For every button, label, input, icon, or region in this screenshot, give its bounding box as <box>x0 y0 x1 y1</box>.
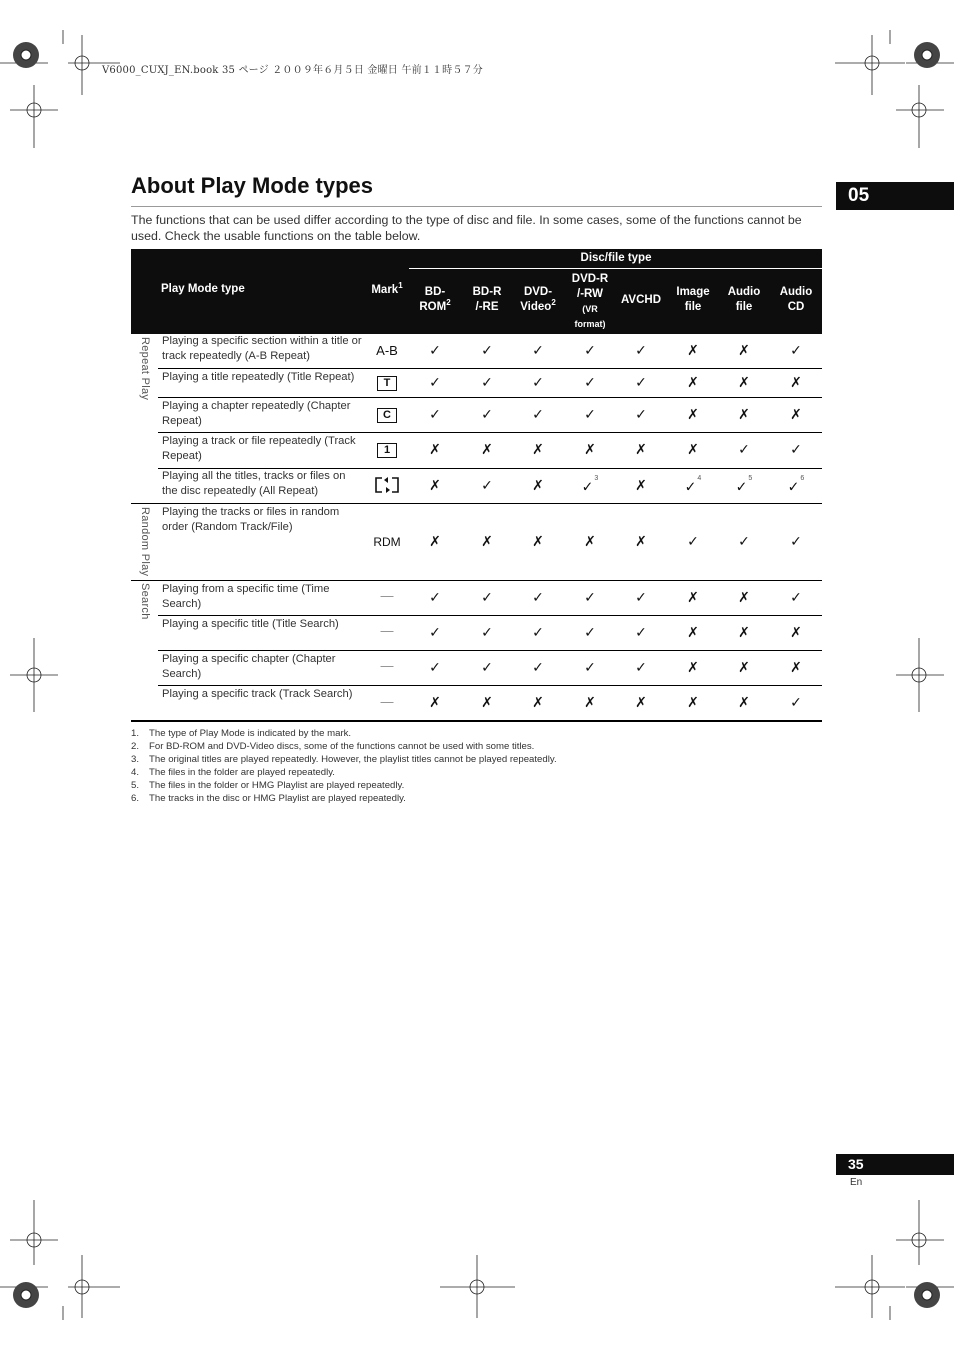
check-mark-icon: ✓ <box>738 441 750 457</box>
header-bd-r-re: BD-R /-RE <box>472 286 502 313</box>
cross-mark-icon: ✗ <box>429 533 441 549</box>
check-mark-icon: ✓ <box>584 589 596 605</box>
row-description: Playing the tracks or files in random order (Random Track/File) <box>162 506 340 533</box>
check-mark-icon: ✓ <box>738 533 750 549</box>
check-mark-icon: ✓ <box>429 406 441 422</box>
mark-ab-repeat: A-B <box>376 343 398 358</box>
check-mark-icon: ✓ <box>532 659 544 675</box>
cross-mark-icon: ✗ <box>790 406 802 422</box>
check-mark-icon: ✓ <box>481 477 493 493</box>
cross-mark-icon: ✗ <box>687 589 699 605</box>
header-image-file: Image file <box>676 286 710 313</box>
row-description: Playing a specific section within a title or track repeatedly (A-B Repeat) <box>162 335 362 362</box>
cross-mark-icon: ✗ <box>532 441 544 457</box>
check-mark-icon: ✓ <box>635 589 647 605</box>
mark-track-repeat-icon: 1 <box>372 441 402 458</box>
print-header: V6000_CUXJ_EN.book 35 ページ ２００９年６月５日 金曜日 午前１１時５７分 <box>102 65 483 76</box>
row-divider <box>158 615 822 616</box>
check-mark-icon: ✓ <box>635 624 647 640</box>
mark-chapter-repeat-icon: C <box>372 406 402 423</box>
header-audio-cd: Audio CD <box>779 286 813 313</box>
row-description: Playing a specific chapter (Chapter Search) <box>162 653 336 680</box>
footnote: 3. The original titles are played repeatedly. However, the playlist titles cannot be played repeatedly. <box>131 754 557 765</box>
mark-all-repeat-icon <box>372 476 402 497</box>
cross-mark-icon: ✗ <box>584 533 596 549</box>
check-mark-icon: ✓ <box>429 624 441 640</box>
group-label-random-play: Random Play <box>139 507 151 577</box>
row-description: Playing a chapter repeatedly (Chapter Repeat) <box>162 400 351 427</box>
cross-mark-icon: ✗ <box>584 441 596 457</box>
cross-mark-icon: ✗ <box>584 694 596 710</box>
cross-mark-icon: ✗ <box>687 406 699 422</box>
check-mark-icon: ✓ <box>790 589 802 605</box>
mark-title-repeat-icon: T <box>372 374 402 391</box>
cross-mark-icon: ✗ <box>738 374 750 390</box>
check-mark-icon: ✓ <box>584 374 596 390</box>
check-mark-icon: ✓ <box>429 342 441 358</box>
cross-mark-icon: ✗ <box>532 477 544 493</box>
cross-mark-icon: ✗ <box>738 342 750 358</box>
row-divider <box>158 368 822 369</box>
check-mark-icon: ✓ <box>481 659 493 675</box>
cross-mark-icon: ✗ <box>687 694 699 710</box>
cross-mark-icon: ✗ <box>738 624 750 640</box>
cross-mark-icon: ✗ <box>790 374 802 390</box>
language-label: En <box>850 1177 863 1188</box>
cross-mark-icon: ✗ <box>687 624 699 640</box>
check-mark-icon: ✓$^5$ <box>735 475 753 495</box>
mark-none: — <box>380 658 394 673</box>
check-mark-icon: ✓$^4$ <box>684 475 702 495</box>
group-label-repeat-play: Repeat Play <box>139 337 151 401</box>
mark-none: — <box>380 623 394 638</box>
row-description: Playing a specific track (Track Search) <box>162 688 353 700</box>
check-mark-icon: ✓ <box>635 406 647 422</box>
cross-mark-icon: ✗ <box>738 659 750 675</box>
header-dvd-video: DVD- Video$^2$ <box>520 286 556 313</box>
cross-mark-icon: ✗ <box>532 694 544 710</box>
title-divider <box>131 206 822 207</box>
check-mark-icon: ✓ <box>635 342 647 358</box>
header-mark: Mark$^1$ <box>371 281 403 296</box>
cross-mark-icon: ✗ <box>635 533 647 549</box>
page-title: About Play Mode types <box>131 173 374 198</box>
chapter-number-tab: 05 <box>836 182 954 210</box>
check-mark-icon: ✓ <box>532 342 544 358</box>
cross-mark-icon: ✗ <box>687 659 699 675</box>
header-bd-rom: BD- ROM$^2$ <box>419 286 451 313</box>
cross-mark-icon: ✗ <box>481 694 493 710</box>
group-divider <box>131 580 822 581</box>
row-description: Playing a specific title (Title Search) <box>162 618 339 630</box>
intro-paragraph: The functions that can be used differ according to the type of disc and file. In some cases, some of the functions cannot be used. Check the usable functions on the table below. <box>131 213 802 243</box>
footnote: 6. The tracks in the disc or HMG Playlist are played repeatedly. <box>131 793 406 804</box>
check-mark-icon: ✓ <box>481 624 493 640</box>
cross-mark-icon: ✗ <box>429 441 441 457</box>
page-number: 35 <box>836 1154 954 1175</box>
cross-mark-icon: ✗ <box>687 374 699 390</box>
check-mark-icon: ✓ <box>790 342 802 358</box>
check-mark-icon: ✓ <box>635 374 647 390</box>
footnote: 2. For BD-ROM and DVD-Video discs, some of the functions cannot be used with some titles. <box>131 741 535 752</box>
check-mark-icon: ✓ <box>429 374 441 390</box>
cross-mark-icon: ✗ <box>738 406 750 422</box>
check-mark-icon: ✓ <box>790 441 802 457</box>
check-mark-icon: ✓ <box>481 406 493 422</box>
cross-mark-icon: ✗ <box>635 694 647 710</box>
cross-mark-icon: ✗ <box>687 342 699 358</box>
header-divider <box>409 268 822 269</box>
cross-mark-icon: ✗ <box>635 477 647 493</box>
footnote: 1. The type of Play Mode is indicated by the mark. <box>131 728 352 739</box>
table-bottom-rule <box>131 720 822 722</box>
footnote: 5. The files in the folder or HMG Playlist are played repeatedly. <box>131 780 405 791</box>
row-description: Playing all the titles, tracks or files on the disc repeatedly (All Repeat) <box>162 470 346 497</box>
check-mark-icon: ✓ <box>481 342 493 358</box>
cross-mark-icon: ✗ <box>481 533 493 549</box>
check-mark-icon: ✓ <box>635 659 647 675</box>
cross-mark-icon: ✗ <box>687 441 699 457</box>
check-mark-icon: ✓$^6$ <box>787 475 805 495</box>
check-mark-icon: ✓ <box>584 624 596 640</box>
cross-mark-icon: ✗ <box>790 624 802 640</box>
cross-mark-icon: ✗ <box>429 477 441 493</box>
cross-mark-icon: ✗ <box>429 694 441 710</box>
check-mark-icon: ✓ <box>532 374 544 390</box>
table-header <box>131 249 822 334</box>
check-mark-icon: ✓ <box>481 374 493 390</box>
check-mark-icon: ✓ <box>532 624 544 640</box>
row-description: Playing from a specific time (Time Search) <box>162 583 330 610</box>
cross-mark-icon: ✗ <box>738 694 750 710</box>
check-mark-icon: ✓ <box>429 659 441 675</box>
row-divider <box>158 650 822 651</box>
group-divider <box>131 503 822 504</box>
row-divider <box>158 685 822 686</box>
mark-random: RDM <box>373 535 401 549</box>
check-mark-icon: ✓ <box>429 589 441 605</box>
header-disc-file-type: Disc/file type <box>580 252 652 264</box>
cross-mark-icon: ✗ <box>635 441 647 457</box>
group-label-search: Search <box>139 583 151 620</box>
check-mark-icon: ✓ <box>584 406 596 422</box>
check-mark-icon: ✓ <box>532 406 544 422</box>
cross-mark-icon: ✗ <box>790 659 802 675</box>
check-mark-icon: ✓ <box>790 533 802 549</box>
check-mark-icon: ✓$^3$ <box>581 475 599 495</box>
row-description: Playing a track or file repeatedly (Track Repeat) <box>162 435 356 462</box>
row-description: Playing a title repeatedly (Title Repeat) <box>162 371 355 383</box>
check-mark-icon: ✓ <box>687 533 699 549</box>
header-play-mode-type: Play Mode type <box>161 283 245 295</box>
check-mark-icon: ✓ <box>532 589 544 605</box>
mark-none: — <box>380 694 394 709</box>
cross-mark-icon: ✗ <box>532 533 544 549</box>
header-avchd: AVCHD <box>620 294 662 306</box>
cross-mark-icon: ✗ <box>738 589 750 605</box>
cross-mark-icon: ✗ <box>481 441 493 457</box>
header-audio-file: Audio file <box>727 286 761 313</box>
check-mark-icon: ✓ <box>481 589 493 605</box>
footnote: 4. The files in the folder are played repeatedly. <box>131 767 335 778</box>
row-divider <box>158 432 822 433</box>
check-mark-icon: ✓ <box>790 694 802 710</box>
header-dvd-r-rw: DVD-R /-RW (VR format) <box>571 273 609 329</box>
check-mark-icon: ✓ <box>584 659 596 675</box>
mark-none: — <box>380 588 394 603</box>
check-mark-icon: ✓ <box>584 342 596 358</box>
row-divider <box>158 397 822 398</box>
